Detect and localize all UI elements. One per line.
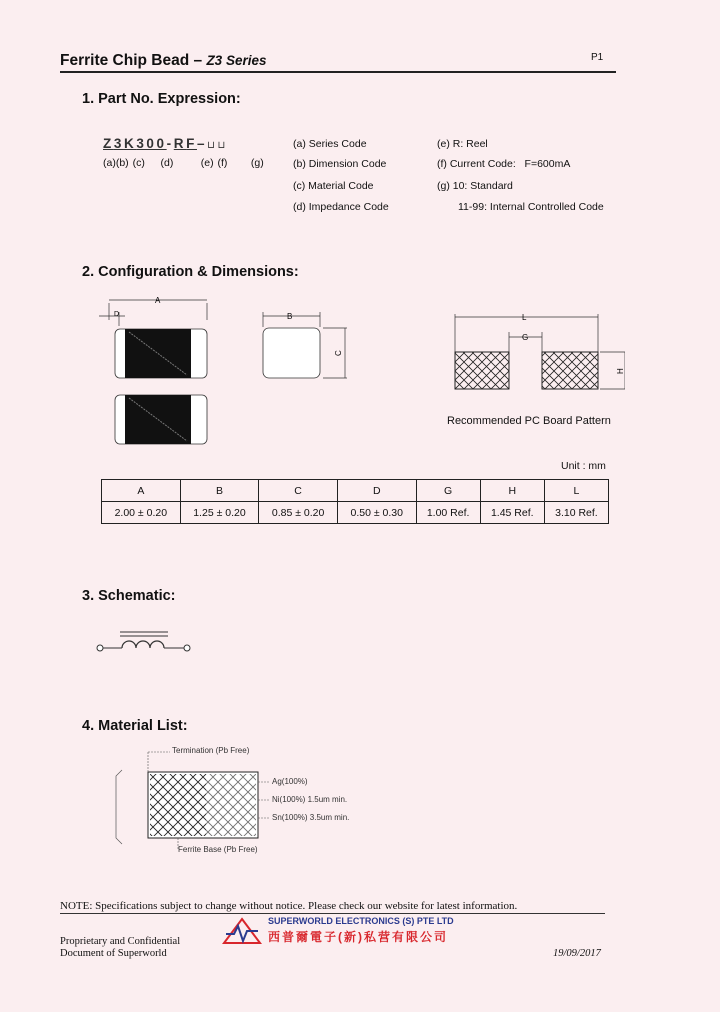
header-cell: D: [337, 480, 416, 502]
header-cell: G: [416, 480, 480, 502]
footer-note: NOTE: Specifications subject to change without notice. Please check our website for latest information.: [60, 900, 518, 912]
footer-rule: [60, 913, 605, 914]
item-a: (a) Series Code: [293, 138, 367, 150]
value-cell: 0.50 ± 0.30: [337, 502, 416, 524]
document-title: [60, 52, 266, 70]
header-cell: L: [544, 480, 608, 502]
value-cell: 2.00 ± 0.20: [102, 502, 181, 524]
code-dash2: –: [196, 136, 208, 151]
code-part-f: F: [186, 136, 197, 151]
item-e: (e) R: Reel: [437, 138, 488, 150]
item-f: (f) Current Code: F=600mA: [437, 158, 571, 170]
code-part-b: 3: [113, 136, 124, 151]
header-cell: C: [259, 480, 338, 502]
label-ag: Ag(100%): [272, 777, 308, 786]
series-name: Z3 Series: [206, 53, 267, 68]
code-part-a: Z: [103, 136, 114, 151]
label-sn: Sn(100%) 3.5um min.: [272, 813, 350, 822]
footer-proprietary: Proprietary and Confidential: [60, 936, 181, 947]
footer-document-of: Document of Superworld: [60, 948, 167, 959]
label-h: H: [616, 368, 625, 374]
value-cell: 3.10 Ref.: [544, 502, 608, 524]
part-number-code: [103, 136, 228, 151]
superworld-logo-icon: [222, 917, 262, 945]
value-cell: 1.00 Ref.: [416, 502, 480, 524]
label-l: L: [522, 313, 527, 322]
item-g-internal: 11-99: Internal Controlled Code: [458, 201, 604, 213]
value-cell: 1.45 Ref.: [480, 502, 544, 524]
unit-label: Unit : mm: [561, 460, 606, 472]
label-d: D: [114, 311, 120, 318]
dimension-table: [101, 479, 609, 524]
code-letters: (a)(b) (c) (d) (e) (f) (g): [103, 157, 264, 169]
value-cell: 1.25 ± 0.20: [180, 502, 259, 524]
pcb-pattern-diagram: [455, 313, 625, 389]
table-header-row: [102, 480, 609, 502]
item-c: (c) Material Code: [293, 180, 374, 192]
item-g: (g) 10: Standard: [437, 180, 513, 192]
label-c: C: [334, 350, 343, 356]
label-g: G: [522, 333, 529, 342]
section1-heading: 1. Part No. Expression:: [82, 91, 241, 107]
label-termination: Termination (Pb Free): [172, 746, 250, 755]
footer-date: 19/09/2017: [553, 948, 601, 959]
section3-heading: 3. Schematic:: [82, 588, 176, 604]
label-ferrite: Ferrite Base (Pb Free): [178, 845, 258, 854]
title-text: Ferrite Chip Bead –: [60, 52, 207, 69]
company-name-en: SUPERWORLD ELECTRONICS (S) PTE LTD: [268, 916, 454, 926]
code-dash: -: [166, 136, 174, 151]
label-ni: Ni(100%) 1.5um min.: [272, 795, 348, 804]
header-cell: A: [102, 480, 181, 502]
header-rule: [60, 71, 616, 73]
company-name-cn: 西普爾電子(新)私营有限公司: [268, 930, 448, 944]
header-cell: H: [480, 480, 544, 502]
code-part-g: ⊔⊔: [207, 140, 228, 151]
chip-end-view: [263, 312, 347, 378]
header-cell: B: [180, 480, 259, 502]
label-b: B: [287, 312, 293, 321]
table-row: [102, 502, 609, 524]
code-part-d: 300: [136, 136, 167, 151]
section2-heading: 2. Configuration & Dimensions:: [82, 264, 299, 280]
pcb-caption: Recommended PC Board Pattern: [447, 415, 611, 427]
code-part-e: R: [173, 136, 187, 151]
value-cell: 0.85 ± 0.20: [259, 502, 338, 524]
item-d: (d) Impedance Code: [293, 201, 389, 213]
page-number: P1: [591, 52, 604, 63]
item-b: (b) Dimension Code: [293, 158, 387, 170]
code-part-c: K: [123, 136, 137, 151]
label-a: A: [155, 296, 161, 305]
inductor-schematic: [94, 626, 194, 658]
chip-front-view: [99, 296, 207, 378]
section4-heading: 4. Material List:: [82, 718, 188, 734]
chip-side-view: [115, 395, 207, 444]
